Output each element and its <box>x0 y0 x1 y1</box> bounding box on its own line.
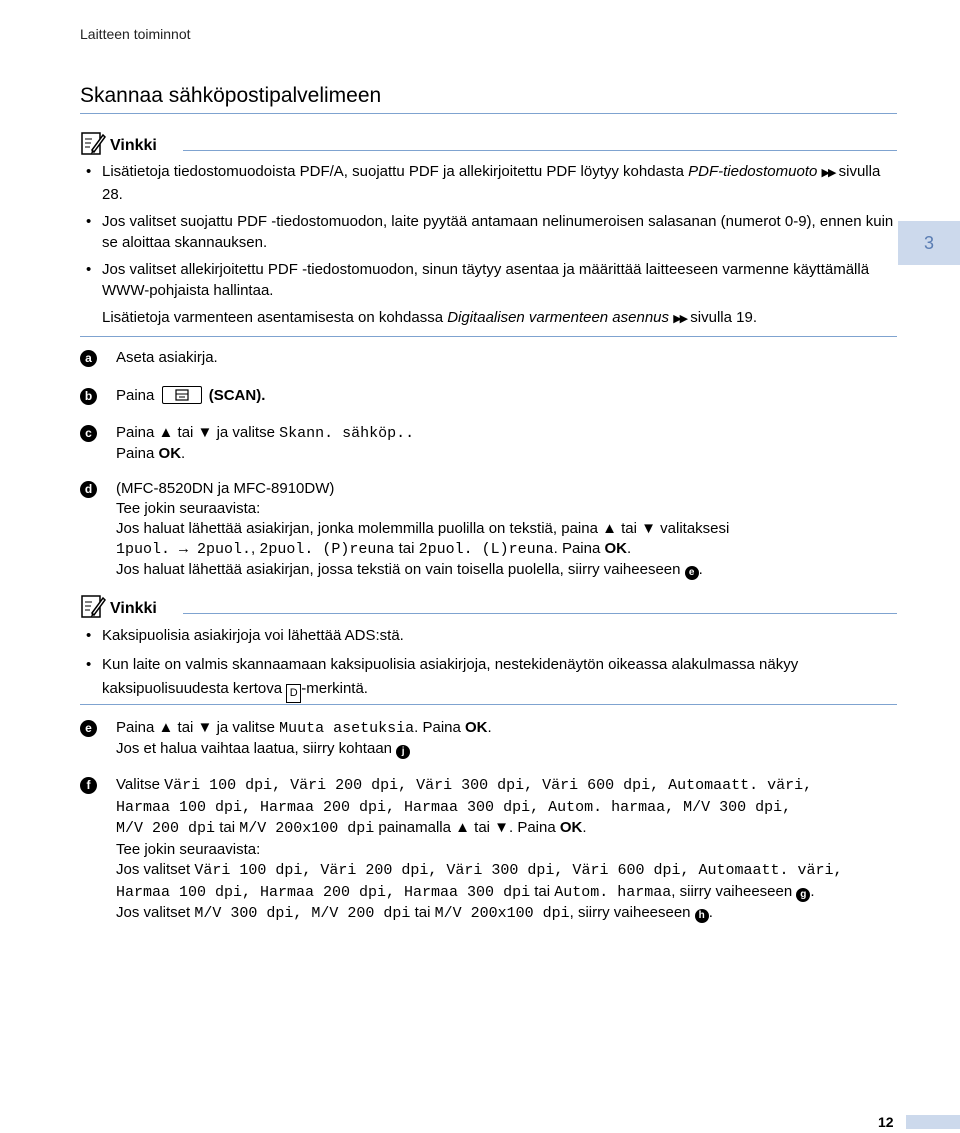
menu-option: 2puol. (L)reuna <box>418 541 554 558</box>
step-text: Valitse Väri 100 dpi, Väri 200 dpi, Väri 300 dpi, Väri 600 dpi, Automaatt. väri, Harmaa 100 dpi, Harmaa 200 dpi, Harmaa 300 dpi, Autom. harmaa, M/V 300 dpi, M/V 200 dpi tai M/V 200x100 dpi painamalla ▲ tai ▼. Paina OK. Tee jokin seuraavista: Jos valitset Väri 100 dpi, Väri 200 dpi, Väri 300 dpi, Väri 600 dpi, Automaatt. väri, Harmaa 100 dpi, Harmaa 200 dpi, Harmaa 300 dpi tai Autom. harmaa, siirry vaiheeseen g . Jos valitset M/V 300 dpi, M/V 200 dpi tai M/V 200x100 dpi, siirry vaiheeseen h . <box>116 776 843 922</box>
page-title: Skannaa sähköpostipalvelimeen <box>80 84 382 107</box>
note-bullet-2: • Kun laite on valmis skannaamaan kaksipuolisia asiakirjoja, nestekidenäytön oikeassa alakulmassa näkyy kaksipuolisuudesta kertova D -merkintä. <box>80 653 897 703</box>
note-box-2 <box>80 593 897 703</box>
note-bullet-2: • Jos valitset suojattu PDF -tiedostomuodon, laite pyytää antamaan nelinumeroisen salasanan (numerot 0-9), ennen kuin se aloittaa skannauksen. <box>80 211 897 253</box>
menu-option: M/V 200x100 dpi <box>434 905 570 922</box>
note-end-rule <box>80 336 897 337</box>
step-text: Paina (SCAN). <box>116 387 266 404</box>
step-3 <box>80 423 900 464</box>
note-rule <box>183 150 897 151</box>
note-bullet-1: • Kaksipuolisia asiakirjoja voi lähettää ADS:stä. <box>80 625 897 646</box>
note-list <box>80 625 897 703</box>
scan-key-icon <box>162 386 202 404</box>
note-rule <box>183 613 897 614</box>
pencil-note-icon <box>80 593 106 619</box>
menu-option: M/V 200x100 dpi <box>239 820 375 837</box>
step-text: (MFC-8520DN ja MFC-8910DW) Tee jokin seuraavista: Jos haluat lähettää asiakirjan, jonka molemmilla puolilla on tekstiä, paina ▲ tai ▼ valitaksesi 1puol. → 2puol., 2puol. (P)reuna tai 2puol. (L)reuna. Paina OK. Jos haluat lähettää asiakirjan, jossa tekstiä on vain toisella puolella, siirry vaiheeseen e . <box>116 480 730 578</box>
step-text: Paina ▲ tai ▼ ja valitse Skann. sähköp.. Paina OK. <box>116 424 415 462</box>
certificate-reference: Digitaalisen varmenteen asennus <box>447 309 670 326</box>
step-reference: j <box>396 745 410 759</box>
page-number-bar <box>906 1115 960 1129</box>
step-reference: g <box>796 888 810 902</box>
ok-key: OK <box>559 819 583 836</box>
menu-option: Harmaa 100 dpi, Harmaa 200 dpi, Harmaa 300 dpi, Autom. harmaa, M/V 300 dpi, <box>116 798 792 816</box>
note-header <box>80 130 897 156</box>
note-header <box>80 593 897 619</box>
menu-option: 1puol. → 2puol. <box>116 541 252 558</box>
step-6 <box>80 775 900 925</box>
menu-option: Muuta asetuksia <box>279 720 415 737</box>
menu-option: M/V 200 dpi <box>116 820 216 837</box>
menu-option: M/V 300 dpi, M/V 200 dpi <box>194 905 411 922</box>
step-number: c <box>80 425 97 442</box>
title-rule <box>80 113 897 114</box>
note-label: Vinkki <box>110 137 157 154</box>
page-arrows: ▶▶ <box>821 167 835 179</box>
step-number: a <box>80 350 97 367</box>
step-2 <box>80 386 900 406</box>
running-header: Laitteen toiminnot <box>80 26 191 42</box>
menu-option: Väri 100 dpi, Väri 200 dpi, Väri 300 dpi, Väri 600 dpi, Automaatt. väri, <box>164 777 813 794</box>
menu-option: Väri 100 dpi, Väri 200 dpi, Väri 300 dpi, Väri 600 dpi, Automaatt. väri, <box>194 862 843 879</box>
chapter-tab: 3 <box>898 221 960 265</box>
menu-option: Harmaa 100 dpi, Harmaa 200 dpi, Harmaa 300 dpi <box>116 883 531 901</box>
step-text: Paina ▲ tai ▼ ja valitse Muuta asetuksia. Paina OK. Jos et halua vaihtaa laatua, siirry kohtaan j <box>116 719 492 757</box>
ok-key: OK <box>158 445 182 462</box>
step-text: Aseta asiakirja. <box>116 349 218 366</box>
ok-key: OK <box>604 540 627 557</box>
note-bullet-3: • Jos valitset allekirjoitettu PDF -tiedostomuodon, sinun täytyy asentaa ja määrittää laitteeseen varmenne käyttämällä WWW-pohjaista hallintaa. <box>80 259 897 301</box>
step-1 <box>80 348 900 368</box>
step-number: f <box>80 777 97 794</box>
note-bullet-1: • Lisätietoja tiedostomuodoista PDF/A, suojattu PDF ja allekirjoitettu PDF löytyy kohdasta PDF-tiedostomuoto ▶▶ sivulla 28. <box>80 161 897 205</box>
note-end-rule <box>80 704 897 705</box>
menu-option: 2puol. (P)reuna <box>259 541 395 558</box>
step-reference: h <box>695 909 709 923</box>
duplex-icon: D <box>286 684 301 703</box>
step-4 <box>80 479 900 580</box>
step-reference: e <box>685 566 699 580</box>
page-number: 12 <box>878 1114 894 1130</box>
ok-key: OK <box>465 719 488 736</box>
note-box-1 <box>80 130 897 330</box>
page-arrows: ▶▶ <box>673 313 687 325</box>
note-label: Vinkki <box>110 600 157 617</box>
step-number: b <box>80 388 97 405</box>
note-bullet-3-more: Lisätietoja varmenteen asentamisesta on kohdassa Digitaalisen varmenteen asennus ▶▶ sivulla 19. <box>102 309 757 326</box>
pencil-note-icon <box>80 130 106 156</box>
step-number: e <box>80 720 97 737</box>
step-5 <box>80 718 900 759</box>
note-list <box>80 161 897 301</box>
menu-option: Autom. harmaa <box>554 883 672 901</box>
step-number: d <box>80 481 97 498</box>
menu-option: Skann. sähköp.. <box>279 425 415 442</box>
pdf-format-reference: PDF-tiedostomuoto <box>688 163 818 180</box>
